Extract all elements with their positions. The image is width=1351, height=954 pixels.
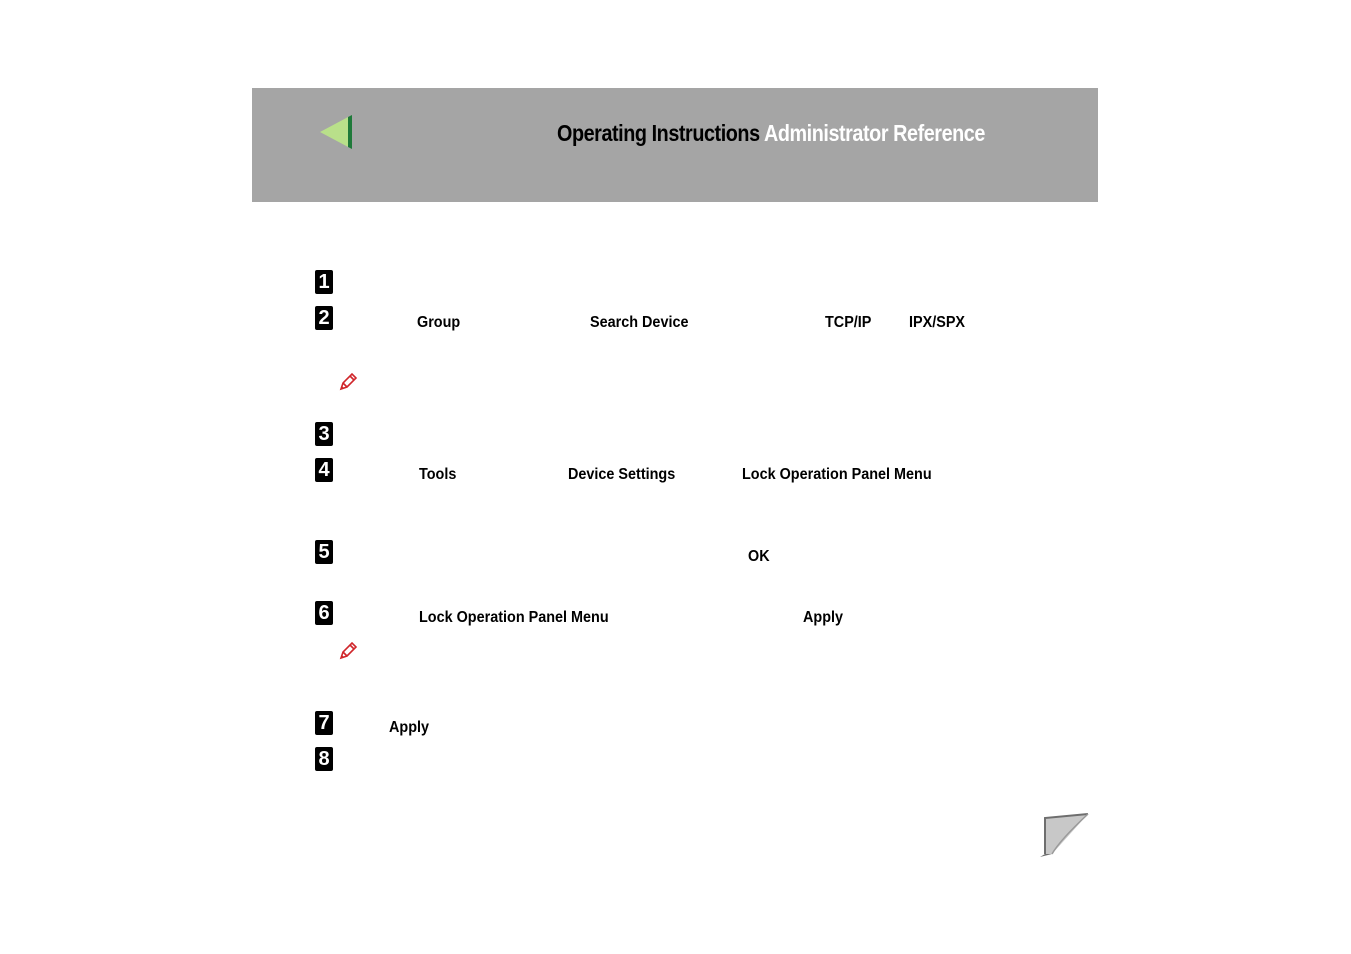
step-number-6: 6: [315, 601, 333, 625]
step-number-8: 8: [315, 747, 333, 771]
back-arrow-icon: [318, 114, 354, 150]
next-page-button[interactable]: [1038, 810, 1090, 860]
pencil-note-icon: [338, 372, 358, 392]
term-lock-operation-panel-menu: Lock Operation Panel Menu: [742, 466, 932, 483]
term-device-settings: Device Settings: [568, 466, 676, 483]
page-curl-next-icon: [1038, 810, 1090, 860]
step-number-7: 7: [315, 711, 333, 735]
term-ipx-spx: IPX/SPX: [909, 314, 966, 331]
header-bar: [252, 88, 1098, 202]
term-apply: Apply: [803, 609, 844, 626]
step-number-2: 2: [315, 306, 333, 330]
term-lock-operation-panel-menu: Lock Operation Panel Menu: [419, 609, 609, 626]
term-ok: OK: [748, 548, 770, 565]
term-search-device: Search Device: [590, 314, 689, 331]
term-group: Group: [417, 314, 461, 331]
term-tools: Tools: [419, 466, 457, 483]
step-number-3: 3: [315, 422, 333, 446]
term-tcp-ip: TCP/IP: [825, 314, 872, 331]
title-main: Operating Instructions: [557, 120, 760, 146]
back-button[interactable]: [318, 114, 354, 150]
term-apply: Apply: [389, 719, 430, 736]
header-title: [557, 120, 985, 147]
step-number-1: 1: [315, 270, 333, 294]
title-sub: Administrator Reference: [763, 120, 985, 146]
pencil-note-icon: [338, 641, 358, 661]
step-number-4: 4: [315, 458, 333, 482]
step-number-5: 5: [315, 540, 333, 564]
